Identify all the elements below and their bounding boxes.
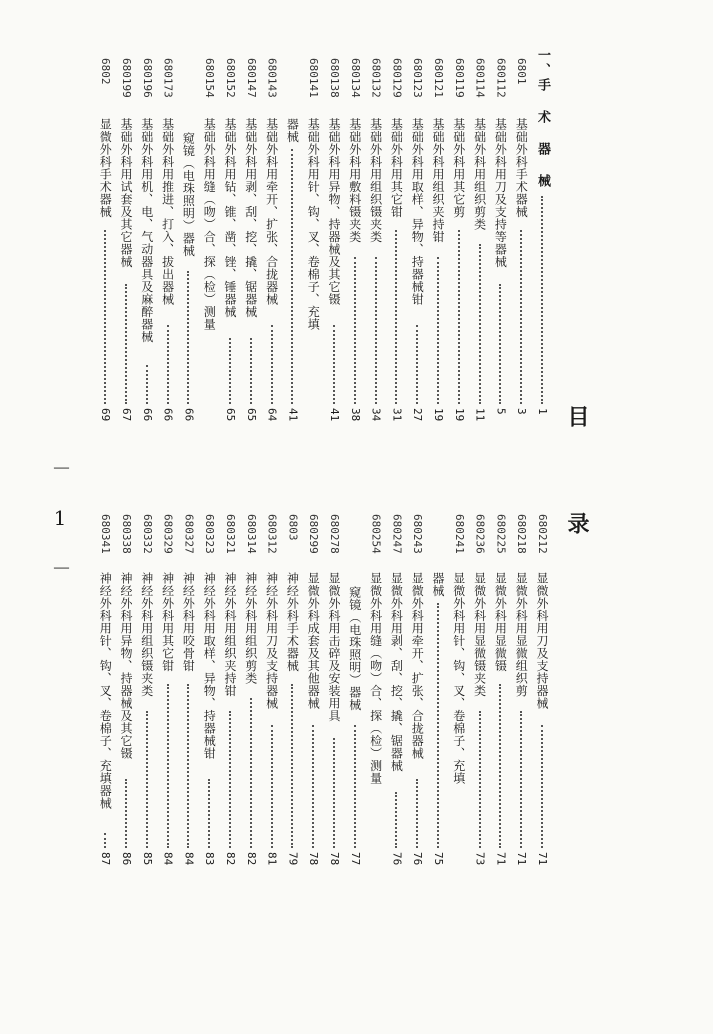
toc-entry-code: 680143	[265, 58, 279, 98]
toc-entry-page: 66	[182, 408, 196, 422]
toc-leader-dots	[208, 779, 210, 849]
toc-entry-page: 77	[348, 852, 362, 866]
toc-entry-page: 86	[120, 852, 133, 866]
toc-entry-page: 27	[411, 408, 425, 422]
toc-entry-title: 显微外科用刀及支持器械	[535, 572, 549, 710]
toc-leader-dots	[333, 738, 335, 848]
toc-entry-code: 680332	[140, 514, 154, 554]
toc-entry-code: 680129	[390, 58, 404, 98]
toc-entry-code: 680241	[452, 514, 466, 554]
toc-entry-code: 680321	[224, 514, 237, 554]
toc-entry-page: 5	[494, 408, 508, 415]
toc-entry-code: 680152	[224, 58, 237, 98]
toc-entry-title: 基础外科用其它剪	[451, 118, 466, 218]
toc-entry-title: 基础外科手术器械	[514, 118, 529, 218]
toc-entry-title: 显微外科成套及其他器械	[306, 572, 321, 710]
toc-entry-page: 81	[265, 852, 279, 866]
toc-entry-title: 神经外科用针、钩、叉、卷棉子、充填器械	[98, 572, 113, 810]
toc-entry-code: 680243	[411, 514, 425, 554]
toc-entry-page: 83	[203, 852, 217, 866]
toc-leader-dots	[187, 684, 189, 848]
toc-entry-title-cont: 窥镜（电珠照明）器械	[347, 586, 362, 711]
toc-entry-code: 680196	[140, 58, 154, 98]
toc-entry-title: 基础外科用异物、持器械及其它镊	[327, 118, 341, 306]
toc-entry-page: 19	[452, 408, 466, 422]
toc-entry-code: 680112	[494, 58, 508, 98]
toc-leader-dots	[271, 725, 273, 849]
toc-entry-code: 680199	[120, 58, 133, 98]
toc-entry-page: 76	[390, 852, 404, 866]
toc-entry-title: 显微外科用显微组织剪	[514, 572, 529, 697]
toc-entry-title: 神经外科用刀及支持器械	[264, 572, 279, 710]
toc-entry-title: 基础外科用敷料镊夹类	[347, 118, 362, 243]
toc-entry-page: 71	[494, 852, 508, 866]
toc-entry-code: 680341	[99, 514, 113, 554]
toc-leader-dots	[333, 325, 335, 405]
toc-entry-title: 神经外科手术器械	[285, 572, 300, 672]
toc-leader-dots	[229, 338, 231, 404]
toc-entry-code: 680132	[369, 58, 383, 98]
toc-entry-title: 基础外科用试套及其它器械	[119, 118, 133, 268]
toc-entry-page: 38	[348, 408, 362, 422]
toc-entry-title: 显微外科用缝（吻）合、探（检）测量	[368, 572, 383, 785]
toc-entry-code: 680236	[473, 514, 487, 554]
toc-leader-dots	[291, 684, 293, 848]
toc-entry-page: 64	[265, 408, 279, 422]
toc-entry-title: 显微外科用显微镊夹类	[472, 572, 487, 697]
toc-leader-dots	[395, 792, 397, 848]
toc-entry-title: 显微外科用显微镊	[493, 572, 508, 672]
toc-entry-title: 神经外科用咬骨钳	[181, 572, 196, 672]
toc-leader-dots	[520, 230, 522, 404]
toc-leader-dots	[146, 711, 148, 848]
toc-entry-title: 基础外科用牵开、扩张、合拢器械	[264, 118, 279, 306]
toc-leader-dots	[479, 244, 481, 405]
toc-leader-dots	[250, 698, 252, 849]
toc-entry-code: 680212	[536, 514, 549, 554]
toc-entry-page: 87	[99, 852, 113, 866]
toc-entry-title-cont: 器械	[431, 572, 445, 597]
toc-entry-page: 69	[99, 408, 113, 422]
toc-entry-page: 78	[328, 852, 341, 866]
toc-entry-code: 680314	[244, 514, 258, 554]
toc-entry-code: 680247	[390, 514, 404, 554]
toc-leader-dots	[291, 149, 293, 404]
toc-entry-code: 680254	[369, 514, 383, 554]
toc-entry-title-cont: 器械	[285, 118, 300, 143]
toc-entry-code: 680278	[328, 514, 341, 554]
toc-entry-code: 6801	[515, 58, 529, 85]
toc-entry-page: 82	[224, 852, 237, 866]
toc-entry-page: 65	[224, 408, 237, 422]
toc-heading-mu: 目	[564, 405, 590, 427]
toc-entry-code: 680123	[411, 58, 425, 98]
toc-entry-code: 680225	[494, 514, 508, 554]
toc-entry-code: 680138	[328, 58, 341, 98]
toc-entry-code: 6803	[286, 514, 300, 541]
toc-section-title: 一、手 术 器 械	[535, 48, 550, 189]
toc-leader-dots	[458, 230, 460, 404]
toc-entry-title: 基础外科用钻、锥、凿、锉、锤器械	[223, 118, 237, 318]
toc-entry-code: 6802	[99, 58, 113, 85]
toc-entry-page: 3	[515, 408, 529, 415]
toc-entry-title: 神经外科用其它钳	[160, 572, 175, 672]
toc-entry-title-cont: 窥镜（电珠照明）器械	[181, 132, 196, 257]
toc-leader-dots	[541, 725, 543, 849]
toc-entry-page: 79	[286, 852, 300, 866]
toc-entry-page: 84	[182, 852, 196, 866]
toc-leader-dots	[416, 779, 418, 849]
toc-entry-title: 基础外科用其它钳	[389, 118, 404, 218]
toc-leader-dots	[416, 325, 418, 405]
toc-entry-page: 75	[432, 852, 445, 866]
toc-entry-page: 34	[369, 408, 383, 422]
toc-entry-title: 基础外科用机、电、气动器具及麻醉器械	[139, 118, 154, 343]
page-number: － 1 －	[48, 458, 72, 580]
toc-leader-dots	[146, 365, 148, 404]
toc-leader-dots	[375, 257, 377, 404]
toc-entry-title: 神经外科用组织夹持钳	[223, 572, 237, 697]
toc-entry-title: 基础外科用推进、打入、拔出器械	[160, 118, 175, 306]
toc-leader-dots	[125, 284, 127, 404]
toc-entry-page: 71	[515, 852, 529, 866]
toc-heading-lu: 录	[564, 512, 590, 534]
toc-entry-title: 显微外科用针、钩、叉、卷棉子、充填	[451, 572, 466, 785]
toc-entry-code: 680312	[265, 514, 279, 554]
toc-entry-page: 76	[411, 852, 425, 866]
toc-entry-page: 1	[536, 408, 549, 415]
toc-entry-title: 显微外科用击碎及安装用具	[327, 572, 341, 722]
toc-entry-page: 78	[307, 852, 321, 866]
toc-leader-dots	[437, 603, 439, 848]
toc-entry-page: 71	[536, 852, 549, 866]
toc-leader-dots	[312, 725, 314, 849]
toc-leader-dots	[541, 196, 543, 404]
toc-entry-page: 31	[390, 408, 404, 422]
toc-entry-code: 680154	[203, 58, 217, 98]
toc-leader-dots	[167, 325, 169, 405]
toc-leader-dots	[167, 684, 169, 848]
toc-entry-page: 66	[140, 408, 154, 422]
toc-entry-page: 82	[244, 852, 258, 866]
toc-entry-page: 11	[473, 408, 487, 422]
toc-leader-dots	[187, 271, 189, 404]
toc-entry-code: 680323	[203, 514, 217, 554]
toc-entry-code: 680114	[473, 58, 487, 98]
toc-entry-page: 73	[473, 852, 487, 866]
toc-entry-code: 680218	[515, 514, 529, 554]
toc-entry-title: 基础外科用组织夹持钳	[431, 118, 445, 243]
toc-entry-title: 基础外科用缝（吻）合、探（检）测量	[202, 118, 217, 331]
toc-leader-dots	[354, 257, 356, 404]
toc-entry-title: 显微外科用剥、刮、挖、撬、锯器械	[389, 572, 404, 772]
toc-entry-page: 85	[140, 852, 154, 866]
toc-entry-page: 66	[161, 408, 175, 422]
toc-entry-title: 显微外科手术器械	[98, 118, 113, 218]
toc-entry-title: 基础外科用组织镊夹类	[368, 118, 383, 243]
toc-entry-page: 19	[432, 408, 445, 422]
toc-entry-title: 神经外科用组织镊夹类	[139, 572, 154, 697]
toc-entry-code: 680327	[182, 514, 196, 554]
toc-entry-title: 基础外科用组织剪类	[472, 118, 487, 231]
toc-leader-dots	[520, 711, 522, 848]
toc-entry-title: 显微外科用牵开、扩张、合拢器械	[410, 572, 425, 760]
toc-entry-code: 680141	[307, 58, 321, 98]
toc-entry-title: 基础外科用针、钩、叉、卷棉子、充填	[306, 118, 321, 331]
toc-leader-dots	[499, 684, 501, 848]
toc-entry-title: 神经外科用异物、持器械及其它镊	[119, 572, 133, 760]
toc-entry-page: 67	[120, 408, 133, 422]
toc-entry-title: 神经外科用取样、异物、持器械钳	[202, 572, 217, 760]
toc-leader-dots	[125, 779, 127, 849]
toc-leader-dots	[437, 257, 439, 404]
toc-entry-title: 基础外科用刀及支持等器械	[493, 118, 508, 268]
toc-entry-code: 680119	[452, 58, 466, 98]
toc-entry-page: 84	[161, 852, 175, 866]
toc-leader-dots	[229, 711, 231, 848]
toc-entry-page: 41	[286, 408, 300, 422]
toc-entry-code: 680338	[120, 514, 133, 554]
toc-leader-dots	[395, 230, 397, 404]
toc-leader-dots	[354, 725, 356, 848]
toc-entry-title: 基础外科用取样、异物、持器械钳	[410, 118, 425, 306]
toc-entry-title: 基础外科用剥、刮、挖、撬、锯器械	[243, 118, 258, 318]
toc-entry-code: 680147	[244, 58, 258, 98]
toc-entry-code: 680173	[161, 58, 175, 98]
toc-entry-title: 神经外科用组织剪类	[243, 572, 258, 685]
toc-leader-dots	[499, 284, 501, 404]
toc-leader-dots	[250, 338, 252, 404]
toc-leader-dots	[479, 711, 481, 848]
toc-leader-dots	[104, 230, 106, 404]
toc-entry-page: 41	[328, 408, 341, 422]
toc-entry-code: 680121	[432, 58, 445, 98]
toc-entry-code: 680134	[348, 58, 362, 98]
toc-entry-code: 680329	[161, 514, 175, 554]
toc-leader-dots	[271, 325, 273, 405]
toc-leader-dots	[104, 833, 106, 849]
toc-entry-code: 680299	[307, 514, 321, 554]
toc-entry-page: 65	[244, 408, 258, 422]
